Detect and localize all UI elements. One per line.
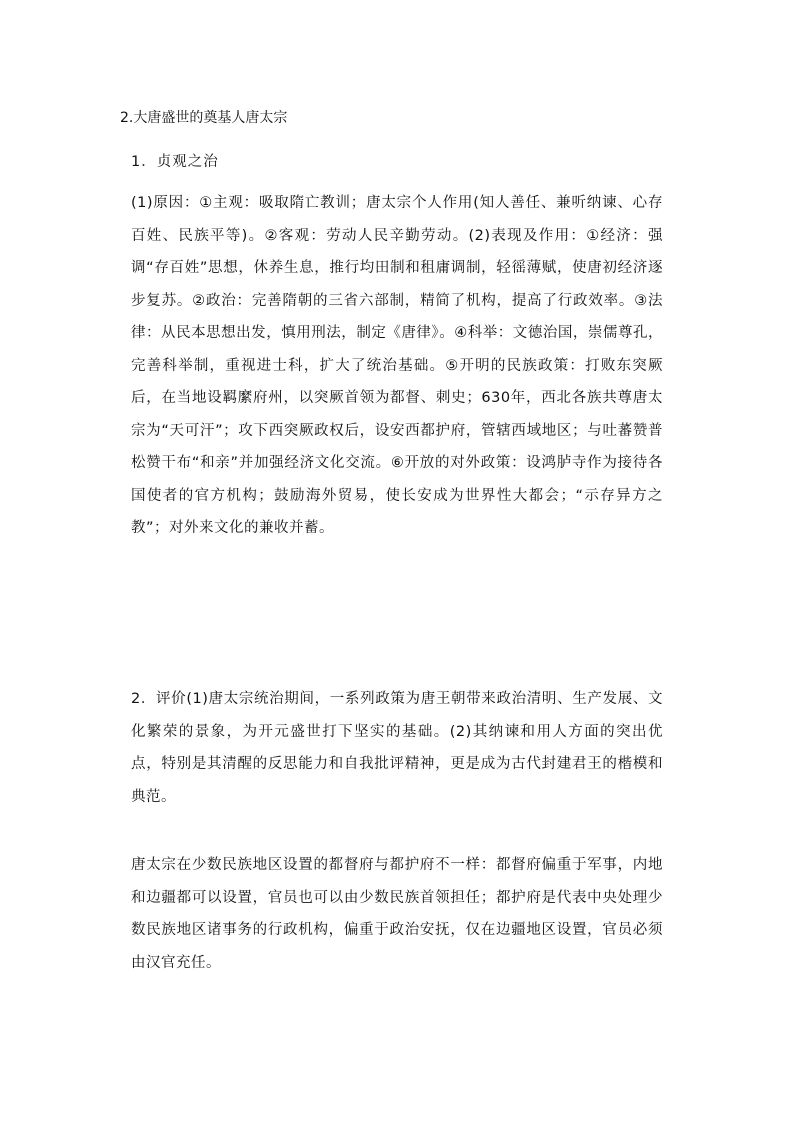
section-heading: 2.大唐盛世的奠基人唐太宗 [120, 110, 288, 126]
paragraph-dudu-duhu-note: 唐太宗在少数民族地区设置的都督府与都护府不一样：都督府偏重于军事，内地和边疆都可以设置，官员也可以由少数民族首领担任；都护府是代表中央处理少数民族地区诸事务的行政机构，偏重于政治安抚，仅在边疆地区设置，官员必须由汉官充任。 [131, 857, 663, 971]
paragraph-zhenguan-causes-effects: (1)原因：①主观：吸取隋亡教训；唐太宗个人作用(知人善任、兼听纳谏、心存百姓、民族平等)。②客观：劳动人民辛勤劳动。(2)表现及作用：①经济：强调“存百姓”思想，休养生息，推行均田制和租庸调制，轻徭薄赋，使唐初经济逐步复苏。②政治：完善隋朝的三省六部制，精简了机构，提高了行政效率。③法律：从民本思想出发，慎用刑法，制定《唐律》。④科举：文德治国，崇儒尊孔，完善科举制，重视进士科，扩大了统治基础。⑤开明的民族政策：打败东突厥后，在当地设羁縻府州，以突厥首领为都督、刺史；630年，西北各族共尊唐太宗为“天可汗”；攻下西突厥政权后，设安西都护府，管辖西域地区；与吐蕃赞普松赞干布“和亲”并加强经济文化交流。⑥开放的对外政策：设鸿胪寺作为接待各国使者的官方机构；鼓励海外贸易，使长安成为世界性大都会；“示存异方之教”；对外来文化的兼收并蓄。 [131, 195, 663, 536]
paragraph-evaluation: 2．评价(1)唐太宗统治期间，一系列政策为唐王朝带来政治清明、生产发展、文化繁荣的景象，为开元盛世打下坚实的基础。(2)其纳谏和用人方面的突出优点，特别是其清醒的反思能力和自我批评精神，更是成为古代封建君王的楷模和典范。 [131, 691, 663, 805]
subsection-title-zhenguan: 1．贞观之治 [131, 154, 219, 170]
